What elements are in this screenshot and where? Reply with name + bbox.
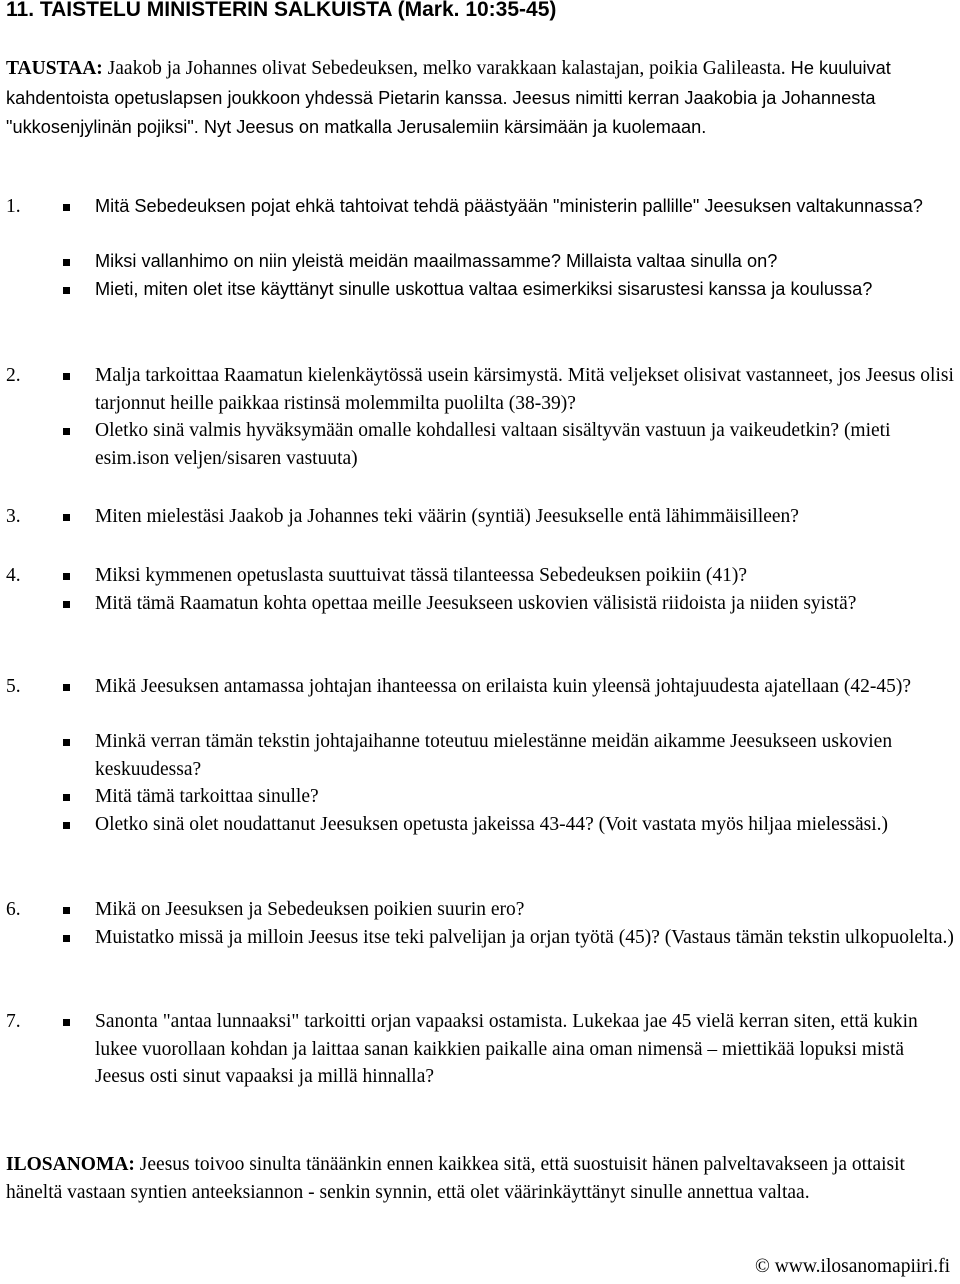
question-item bbox=[0, 276, 955, 331]
question-list bbox=[0, 562, 960, 645]
question-list bbox=[0, 896, 960, 979]
bullet-square-icon bbox=[63, 794, 70, 801]
question-list bbox=[0, 673, 960, 866]
question-list bbox=[0, 362, 960, 472]
question-number: 3. bbox=[6, 506, 21, 527]
question-number: 5. bbox=[6, 676, 21, 697]
question-block-5 bbox=[0, 673, 960, 866]
question-text: Minkä verran tämän tekstin johtajaihanne toteutuu mielestänne meidän aikamme Jeesukseen uskovien keskuudessa? bbox=[95, 731, 893, 780]
question-item bbox=[0, 783, 955, 811]
bullet-square-icon bbox=[63, 935, 70, 942]
copyright-footer: © www.ilosanomapiiri.fi bbox=[755, 1256, 950, 1277]
bullet-square-icon bbox=[63, 601, 70, 608]
bullet-square-icon bbox=[63, 428, 70, 435]
background-text: Jaakob ja Johannes olivat Sebedeuksen, melko varakkaan kalastajan, poikia Galileasta. bbox=[102, 58, 786, 79]
question-item bbox=[0, 673, 955, 728]
bullet-square-icon bbox=[63, 514, 70, 521]
bullet-square-icon bbox=[63, 684, 70, 691]
good-news-label: ILOSANOMA: bbox=[6, 1154, 135, 1175]
background-text-continued: He kuuluivat kahdentoista opetuslapsen joukkoon yhdessä Pietarin kanssa. Jeesus nimitti kerran Jaakobia ja Johannesta "ukkosenjylinän pojiksi". Nyt Jeesus on matkalla Jerusalemiin kärsimään ja kuolemaan. bbox=[6, 58, 891, 137]
bullet-square-icon bbox=[63, 287, 70, 294]
background-label: TAUSTAA: bbox=[6, 58, 103, 79]
question-number: 1. bbox=[6, 196, 21, 217]
question-item bbox=[0, 193, 955, 248]
bullet-square-icon bbox=[63, 259, 70, 266]
question-text: Mitä Sebedeuksen pojat ehkä tahtoivat tehdä päästyään "ministerin pallille" Jeesuksen valtakunnassa? bbox=[95, 196, 923, 216]
bullet-square-icon bbox=[63, 822, 70, 829]
question-list bbox=[0, 1008, 960, 1091]
question-item bbox=[0, 924, 955, 979]
question-text: Mikä Jeesuksen antamassa johtajan ihanteessa on erilaista kuin yleensä johtajuudesta ajatellaan (42-45)? bbox=[95, 676, 912, 697]
question-block-1 bbox=[0, 193, 960, 331]
good-news-text: Jeesus toivoo sinulta tänäänkin ennen kaikkea sitä, että suostuisit hänen palveltavakseen ja ottaisit häneltä vastaan syntien anteeksiannon - senkin synnin, että olet väärinkäyttänyt sinulle annettua valtaa. bbox=[6, 1154, 905, 1203]
question-block-6 bbox=[0, 896, 960, 979]
question-text: Miksi vallanhimo on niin yleistä meidän maailmassamme? Millaista valtaa sinulla on? bbox=[95, 251, 778, 271]
question-text: Mitä tämä Raamatun kohta opettaa meille Jeesukseen uskovien välisistä riidoista ja niiden syistä? bbox=[95, 592, 857, 614]
question-block-2 bbox=[0, 362, 960, 472]
bullet-square-icon bbox=[63, 373, 70, 380]
question-block-4 bbox=[0, 562, 960, 645]
question-item bbox=[0, 811, 955, 866]
question-item bbox=[0, 248, 955, 276]
question-item bbox=[0, 728, 955, 783]
question-text: Mitä tämä tarkoittaa sinulle? bbox=[95, 786, 319, 807]
question-text: Miksi kymmenen opetuslasta suuttuivat tässä tilanteessa Sebedeuksen poikiin (41)? bbox=[95, 565, 748, 586]
question-item bbox=[0, 562, 955, 590]
question-text: Oletko sinä olet noudattanut Jeesuksen opetusta jakeissa 43-44? (Voit vastata myös hiljaa mielessäsi.) bbox=[95, 813, 889, 835]
question-item bbox=[0, 417, 955, 472]
question-list bbox=[0, 503, 960, 531]
page-title: 11. TAISTELU MINISTERIN SALKUISTA (Mark. 10:35-45) bbox=[6, 0, 557, 21]
question-text: Miten mielestäsi Jaakob ja Johannes teki väärin (syntiä) Jeesukselle entä lähimmäisilleen? bbox=[95, 506, 799, 527]
question-number: 2. bbox=[6, 365, 21, 386]
question-item bbox=[0, 590, 955, 645]
question-block-7 bbox=[0, 1008, 960, 1091]
question-number: 7. bbox=[6, 1011, 21, 1032]
question-block-3 bbox=[0, 503, 960, 531]
question-text: Muistatko missä ja milloin Jeesus itse teki palvelijan ja orjan työtä (45)? (Vastaus tämän tekstin ulkopuolelta.) bbox=[95, 926, 954, 948]
question-text: Oletko sinä valmis hyväksymään omalle kohdallesi valtaan sisältyvän vastuun ja vaikeudetkin? (mieti esim.ison veljen/sisaren vastuuta) bbox=[95, 420, 891, 469]
bullet-square-icon bbox=[63, 907, 70, 914]
bullet-square-icon bbox=[63, 573, 70, 580]
bullet-square-icon bbox=[63, 1019, 70, 1026]
question-item bbox=[0, 503, 955, 531]
question-text: Sanonta "antaa lunnaaksi" tarkoitti orjan vapaaksi ostamista. Lukekaa jae 45 vielä kerran siten, että kukin lukee vuorollaan kohdan ja laittaa sanan kaikkien paikalle aina oman nimensä – miettikää lopuksi mistä Jeesus osti sinut vapaaksi ja millä hinnalla? bbox=[95, 1011, 918, 1087]
question-list bbox=[0, 193, 960, 331]
question-text: Malja tarkoittaa Raamatun kielenkäytössä usein kärsimystä. Mitä veljekset olisivat vastanneet, jos Jeesus olisi tarjonnut heille paikkaa ristinsä molemmilta puolilta (38-39)? bbox=[95, 365, 954, 414]
question-text: Mikä on Jeesuksen ja Sebedeuksen poikien suurin ero? bbox=[95, 899, 525, 920]
question-number: 4. bbox=[6, 565, 21, 586]
question-item bbox=[0, 896, 955, 924]
background-paragraph bbox=[6, 54, 954, 143]
good-news-paragraph bbox=[6, 1151, 954, 1207]
question-text: Mieti, miten olet itse käyttänyt sinulle uskottua valtaa esimerkiksi sisarustesi kanssa ja koulussa? bbox=[95, 278, 873, 299]
bullet-square-icon bbox=[63, 739, 70, 746]
bullet-square-icon bbox=[63, 204, 70, 211]
question-item bbox=[0, 1008, 955, 1091]
question-item bbox=[0, 362, 955, 417]
question-number: 6. bbox=[6, 899, 21, 920]
